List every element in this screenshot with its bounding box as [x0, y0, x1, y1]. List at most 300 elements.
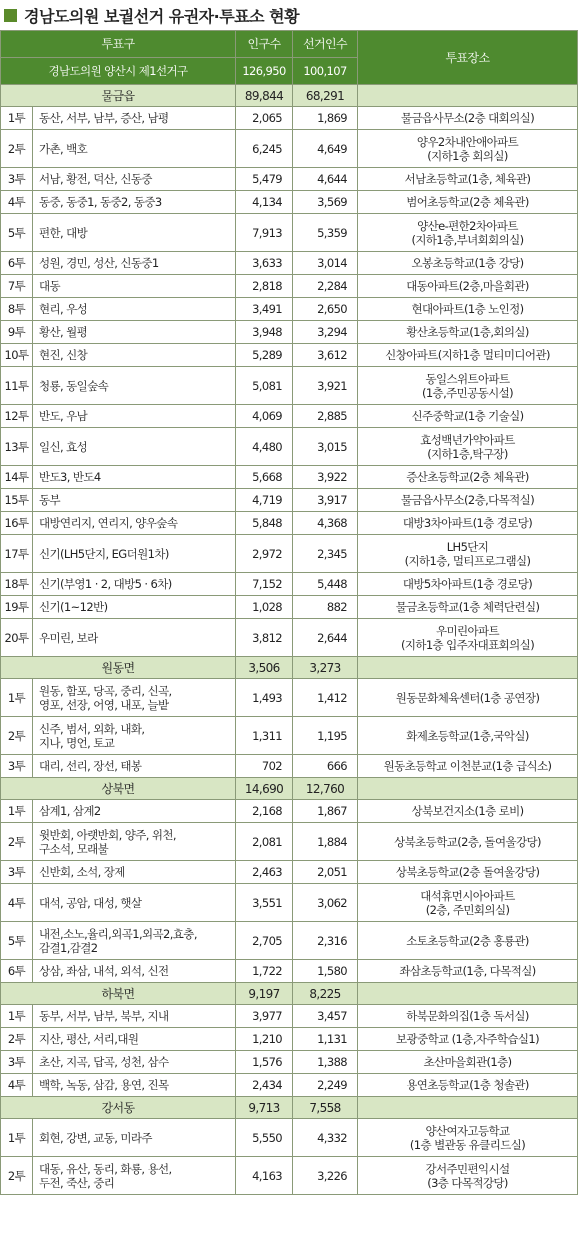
- row-number: 13투: [1, 428, 33, 466]
- row-voters: 3,921: [293, 367, 358, 405]
- area-line: 동부: [39, 493, 61, 507]
- area-line: 영포, 선장, 어영, 내포, 늘밭: [39, 697, 169, 712]
- area-line: 현진, 신창: [39, 348, 88, 362]
- group-name: 하북면: [1, 983, 236, 1005]
- place-line: 동일스위트아파트: [425, 371, 510, 386]
- row-voters: 1,867: [293, 800, 358, 823]
- area-line: 반도, 우남: [39, 409, 88, 423]
- row-areas: [33, 512, 236, 535]
- group-name: 물금읍: [1, 85, 236, 107]
- area-line: 지산, 평산, 서리,대원: [39, 1032, 139, 1046]
- row-areas: [33, 344, 236, 367]
- group-population: 9,197: [236, 983, 293, 1005]
- place-line: 대방5차아파트(1층 경로당): [402, 577, 533, 591]
- table-row: [1, 168, 578, 191]
- area-line: 신기(LH5단지, EG더원1차): [39, 546, 169, 561]
- area-line: 대동: [39, 279, 61, 293]
- row-population: 1,722: [236, 960, 293, 983]
- place-line: (1층,주민공동시설): [421, 385, 514, 400]
- row-voters: 2,650: [293, 298, 358, 321]
- row-voters: 3,917: [293, 489, 358, 512]
- table-row: [1, 922, 578, 960]
- table-row: [1, 884, 578, 922]
- row-place: [358, 428, 578, 466]
- place-line: 강서주민편익시설: [425, 1161, 510, 1176]
- row-areas: [33, 823, 236, 861]
- place-line: 물금초등학교(1층 체력단련실): [395, 600, 540, 614]
- table-row: [1, 298, 578, 321]
- place-line: 소토초등학교(2층 홍룡관): [406, 933, 529, 948]
- row-voters: 2,345: [293, 535, 358, 573]
- table-row: [1, 214, 578, 252]
- total-voters: 100,107: [293, 58, 358, 85]
- row-population: 5,550: [236, 1119, 293, 1157]
- row-number: 9투: [1, 321, 33, 344]
- table-row: [1, 321, 578, 344]
- title-square-icon: [4, 9, 17, 22]
- row-number: 12투: [1, 405, 33, 428]
- row-areas: [33, 960, 236, 983]
- group-population: 3,506: [236, 657, 293, 679]
- row-voters: 3,612: [293, 344, 358, 367]
- place-line: 서남초등학교(1층, 체육관): [404, 172, 531, 186]
- table-row: [1, 367, 578, 405]
- row-number: 1투: [1, 679, 33, 717]
- row-voters: 1,195: [293, 717, 358, 755]
- table-row: [1, 191, 578, 214]
- row-voters: 3,015: [293, 428, 358, 466]
- area-line: 동중, 동중1, 동중2, 동중3: [39, 195, 162, 209]
- row-areas: [33, 755, 236, 778]
- group-row: [1, 657, 578, 679]
- row-areas: [33, 214, 236, 252]
- row-population: 7,152: [236, 573, 293, 596]
- place-line: 증산초등학교(2층 체육관): [406, 470, 529, 484]
- table-row: [1, 1119, 578, 1157]
- group-place-empty: [358, 1097, 578, 1119]
- row-voters: 3,062: [293, 884, 358, 922]
- row-place: [358, 489, 578, 512]
- row-number: 3투: [1, 168, 33, 191]
- row-voters: 4,644: [293, 168, 358, 191]
- row-areas: [33, 1074, 236, 1097]
- row-number: 2투: [1, 1028, 33, 1051]
- row-number: 1투: [1, 800, 33, 823]
- row-place: [358, 191, 578, 214]
- table-row: [1, 275, 578, 298]
- row-number: 3투: [1, 861, 33, 884]
- row-areas: [33, 466, 236, 489]
- table-row: [1, 960, 578, 983]
- row-place: [358, 755, 578, 778]
- row-population: 4,069: [236, 405, 293, 428]
- row-areas: [33, 489, 236, 512]
- page-title: 경남도의원 보궐선거 유권자·투표소 현황: [24, 6, 300, 26]
- row-voters: 3,922: [293, 466, 358, 489]
- area-line: 일신, 효성: [39, 439, 88, 454]
- row-place: [358, 679, 578, 717]
- row-population: 1,493: [236, 679, 293, 717]
- row-population: 2,705: [236, 922, 293, 960]
- row-number: 10투: [1, 344, 33, 367]
- area-line: 지나, 명언, 토교: [39, 735, 115, 750]
- row-areas: [33, 428, 236, 466]
- row-place: [358, 800, 578, 823]
- row-voters: 2,885: [293, 405, 358, 428]
- row-areas: [33, 130, 236, 168]
- table-row: [1, 596, 578, 619]
- row-number: 17투: [1, 535, 33, 573]
- row-population: 2,818: [236, 275, 293, 298]
- row-areas: [33, 596, 236, 619]
- row-place: [358, 214, 578, 252]
- place-line: 초산마을회관(1층): [423, 1055, 512, 1069]
- row-place: [358, 512, 578, 535]
- area-line: 백학, 녹동, 삼감, 용연, 진목: [39, 1078, 169, 1092]
- row-place: [358, 619, 578, 657]
- group-place-empty: [358, 85, 578, 107]
- place-line: 용연초등학교(1층 청솔관): [406, 1078, 529, 1092]
- row-number: 2투: [1, 823, 33, 861]
- row-areas: [33, 1028, 236, 1051]
- row-number: 3투: [1, 1051, 33, 1074]
- group-row: [1, 85, 578, 107]
- row-population: 5,289: [236, 344, 293, 367]
- area-line: 윗반회, 아랫반회, 양주, 위천,: [39, 827, 176, 842]
- row-areas: [33, 922, 236, 960]
- row-areas: [33, 367, 236, 405]
- table-row: [1, 755, 578, 778]
- table-row: [1, 1051, 578, 1074]
- row-place: [358, 1074, 578, 1097]
- row-place: [358, 1051, 578, 1074]
- row-voters: 3,294: [293, 321, 358, 344]
- place-line: 대석휴먼시아아파트: [420, 888, 515, 903]
- table-row: [1, 252, 578, 275]
- area-line: 대석, 공암, 대성, 햇살: [39, 895, 142, 910]
- row-number: 1투: [1, 1005, 33, 1028]
- row-population: 4,719: [236, 489, 293, 512]
- place-line: 상북초등학교(2층 돌여울강당): [395, 865, 540, 879]
- row-areas: [33, 298, 236, 321]
- row-voters: 2,316: [293, 922, 358, 960]
- place-line: 상북보건지소(1층 로비): [411, 804, 524, 818]
- row-areas: [33, 1051, 236, 1074]
- row-areas: [33, 535, 236, 573]
- row-areas: [33, 275, 236, 298]
- row-voters: 3,226: [293, 1157, 358, 1195]
- row-number: 2투: [1, 130, 33, 168]
- place-line: 신주중학교(1층 기술실): [411, 409, 524, 423]
- row-areas: [33, 861, 236, 884]
- table-row: [1, 800, 578, 823]
- row-number: 1투: [1, 107, 33, 130]
- row-population: 2,168: [236, 800, 293, 823]
- place-line: 양산e-편한2차아파트: [417, 218, 518, 233]
- row-population: 2,463: [236, 861, 293, 884]
- row-place: [358, 717, 578, 755]
- row-place: [358, 922, 578, 960]
- row-areas: [33, 107, 236, 130]
- row-number: 4투: [1, 191, 33, 214]
- group-place-empty: [358, 657, 578, 679]
- area-line: 우미린, 보라: [39, 630, 98, 645]
- row-population: 2,434: [236, 1074, 293, 1097]
- area-line: 가촌, 백호: [39, 141, 88, 156]
- group-name: 강서동: [1, 1097, 236, 1119]
- row-voters: 1,131: [293, 1028, 358, 1051]
- row-population: 1,576: [236, 1051, 293, 1074]
- place-line: 황산초등학교(1층,회의실): [406, 325, 529, 339]
- place-line: (지하1층,부녀회회의실): [411, 232, 524, 247]
- row-voters: 2,284: [293, 275, 358, 298]
- row-areas: [33, 679, 236, 717]
- row-place: [358, 298, 578, 321]
- area-line: 신반회, 소석, 장제: [39, 865, 125, 879]
- table-row: [1, 405, 578, 428]
- row-voters: 3,569: [293, 191, 358, 214]
- table-row: [1, 107, 578, 130]
- row-areas: [33, 168, 236, 191]
- place-line: 보광중학교 (1층,자주학습실1): [396, 1032, 539, 1046]
- group-row: [1, 778, 578, 800]
- table-row: [1, 512, 578, 535]
- place-line: 현대아파트(1층 노인정): [411, 302, 524, 316]
- row-number: 14투: [1, 466, 33, 489]
- row-number: 3투: [1, 755, 33, 778]
- row-population: 2,081: [236, 823, 293, 861]
- group-voters: 8,225: [293, 983, 358, 1005]
- area-line: 구소석, 모래불: [39, 841, 109, 856]
- row-place: [358, 823, 578, 861]
- table-row: [1, 1157, 578, 1195]
- area-line: 신주, 범서, 외화, 내화,: [39, 721, 145, 736]
- table-row: [1, 679, 578, 717]
- area-line: 삼계1, 삼계2: [39, 804, 101, 818]
- place-line: (지하1층, 멀티프로그램실): [404, 553, 531, 568]
- row-place: [358, 861, 578, 884]
- row-voters: 4,332: [293, 1119, 358, 1157]
- row-population: 1,210: [236, 1028, 293, 1051]
- row-voters: 2,249: [293, 1074, 358, 1097]
- area-line: 동산, 서부, 남부, 증산, 남평: [39, 111, 169, 125]
- place-line: 양우2차내안애아파트: [416, 134, 519, 149]
- row-voters: 1,580: [293, 960, 358, 983]
- table-row: [1, 717, 578, 755]
- row-place: [358, 405, 578, 428]
- row-number: 2투: [1, 1157, 33, 1195]
- place-line: 좌삼초등학교(1층, 다목적실): [399, 964, 536, 978]
- place-line: 오봉초등학교(1층 강당): [411, 256, 524, 270]
- group-row: [1, 1097, 578, 1119]
- row-number: 7투: [1, 275, 33, 298]
- row-number: 1투: [1, 1119, 33, 1157]
- place-line: (1층 별관동 유클리드실): [409, 1137, 526, 1152]
- row-areas: [33, 1005, 236, 1028]
- group-voters: 68,291: [293, 85, 358, 107]
- row-number: 2투: [1, 717, 33, 755]
- header-row: [1, 31, 578, 58]
- area-line: 감결1,감결2: [39, 940, 98, 955]
- row-number: 15투: [1, 489, 33, 512]
- place-line: 하북문화의집(1층 독서실): [406, 1009, 529, 1023]
- row-place: [358, 275, 578, 298]
- row-number: 4투: [1, 884, 33, 922]
- row-population: 4,163: [236, 1157, 293, 1195]
- row-population: 5,668: [236, 466, 293, 489]
- place-line: (2층, 주민회의실): [425, 902, 510, 917]
- row-voters: 2,644: [293, 619, 358, 657]
- row-areas: [33, 800, 236, 823]
- header-district: 투표구: [1, 31, 236, 58]
- place-line: 대동아파트(2층,마을회관): [406, 279, 529, 293]
- group-row: [1, 983, 578, 1005]
- row-areas: [33, 619, 236, 657]
- row-number: 4투: [1, 1074, 33, 1097]
- place-line: 상북초등학교(2층, 돌여울강당): [394, 834, 541, 849]
- table-row: [1, 1028, 578, 1051]
- area-line: 신기(부영1 · 2, 대방5 · 6차): [39, 577, 172, 591]
- row-population: 3,633: [236, 252, 293, 275]
- area-line: 대동, 유산, 동리, 화룡, 용선,: [39, 1161, 172, 1176]
- row-place: [358, 130, 578, 168]
- area-line: 상삼, 좌삼, 내석, 외석, 신전: [39, 964, 169, 978]
- group-population: 9,713: [236, 1097, 293, 1119]
- group-voters: 3,273: [293, 657, 358, 679]
- group-population: 89,844: [236, 85, 293, 107]
- table-row: [1, 130, 578, 168]
- row-place: [358, 168, 578, 191]
- row-number: 18투: [1, 573, 33, 596]
- row-areas: [33, 1157, 236, 1195]
- area-line: 대리, 선리, 장선, 태봉: [39, 759, 142, 773]
- row-population: 3,812: [236, 619, 293, 657]
- place-line: (지하1층,탁구장): [427, 446, 508, 461]
- row-population: 4,134: [236, 191, 293, 214]
- row-population: 7,913: [236, 214, 293, 252]
- place-line: (3층 다목적강당): [427, 1175, 508, 1190]
- row-population: 1,311: [236, 717, 293, 755]
- header-voters: 선거인수: [293, 31, 358, 58]
- table-row: [1, 1074, 578, 1097]
- row-place: [358, 1028, 578, 1051]
- row-areas: [33, 717, 236, 755]
- place-line: 범어초등학교(2층 체육관): [406, 195, 529, 209]
- area-line: 편한, 대방: [39, 225, 88, 240]
- row-number: 6투: [1, 252, 33, 275]
- group-name: 상북면: [1, 778, 236, 800]
- row-areas: [33, 884, 236, 922]
- group-place-empty: [358, 778, 578, 800]
- area-line: 현리, 우성: [39, 302, 88, 316]
- group-place-empty: [358, 983, 578, 1005]
- row-areas: [33, 1119, 236, 1157]
- row-population: 3,551: [236, 884, 293, 922]
- row-number: 16투: [1, 512, 33, 535]
- row-number: 20투: [1, 619, 33, 657]
- place-line: LH5단지: [446, 539, 489, 554]
- row-areas: [33, 191, 236, 214]
- row-voters: 1,412: [293, 679, 358, 717]
- group-population: 14,690: [236, 778, 293, 800]
- place-line: 원동문화체육센터(1층 공연장): [395, 690, 540, 705]
- place-line: 우미린아파트: [435, 623, 500, 638]
- row-place: [358, 1157, 578, 1195]
- row-number: 5투: [1, 922, 33, 960]
- row-voters: 666: [293, 755, 358, 778]
- area-line: 성원, 경민, 성산, 신동중1: [39, 256, 159, 270]
- area-line: 초산, 지곡, 답곡, 성천, 삼수: [39, 1055, 169, 1069]
- area-line: 원동, 함포, 당곡, 중리, 신곡,: [39, 683, 172, 698]
- row-population: 3,977: [236, 1005, 293, 1028]
- row-population: 1,028: [236, 596, 293, 619]
- table-row: [1, 428, 578, 466]
- total-population: 126,950: [236, 58, 293, 85]
- row-place: [358, 1119, 578, 1157]
- place-line: 신창아파트(지하1층 멀티미디어관): [385, 348, 550, 362]
- row-voters: 4,368: [293, 512, 358, 535]
- place-line: 대방3차아파트(1층 경로당): [402, 516, 533, 530]
- row-population: 2,065: [236, 107, 293, 130]
- table-row: [1, 535, 578, 573]
- page-title-bar: [0, 0, 580, 30]
- table-row: [1, 619, 578, 657]
- place-line: 양산여자고등학교: [425, 1123, 510, 1138]
- table-row: [1, 1005, 578, 1028]
- row-place: [358, 367, 578, 405]
- group-voters: 12,760: [293, 778, 358, 800]
- row-place: [358, 535, 578, 573]
- row-number: 11투: [1, 367, 33, 405]
- row-population: 6,245: [236, 130, 293, 168]
- row-voters: 882: [293, 596, 358, 619]
- row-number: 5투: [1, 214, 33, 252]
- row-population: 4,480: [236, 428, 293, 466]
- table-row: [1, 466, 578, 489]
- row-place: [358, 884, 578, 922]
- table-row: [1, 489, 578, 512]
- place-line: 원동초등학교 이천분교(1층 급식소): [383, 759, 552, 773]
- header-population: 인구수: [236, 31, 293, 58]
- row-voters: 3,457: [293, 1005, 358, 1028]
- row-place: [358, 573, 578, 596]
- place-line: 물금읍사무소(2층,다목적실): [400, 493, 535, 507]
- row-population: 702: [236, 755, 293, 778]
- area-line: 황산, 월평: [39, 325, 88, 339]
- row-number: 8투: [1, 298, 33, 321]
- row-population: 5,081: [236, 367, 293, 405]
- row-areas: [33, 405, 236, 428]
- row-voters: 5,448: [293, 573, 358, 596]
- area-line: 회현, 강변, 교동, 미라주: [39, 1130, 152, 1145]
- area-line: 두전, 죽산, 중리: [39, 1175, 115, 1190]
- area-line: 신기(1~12반): [39, 600, 108, 614]
- table-row: [1, 573, 578, 596]
- area-line: 청룡, 동일숲속: [39, 378, 109, 393]
- row-population: 3,491: [236, 298, 293, 321]
- row-place: [358, 596, 578, 619]
- area-line: 대방연리지, 연리지, 양우숲속: [39, 516, 178, 530]
- row-place: [358, 344, 578, 367]
- place-line: 효성백년가약아파트: [420, 432, 515, 447]
- polling-table: [0, 30, 578, 1195]
- row-population: 3,948: [236, 321, 293, 344]
- row-place: [358, 321, 578, 344]
- row-population: 2,972: [236, 535, 293, 573]
- row-voters: 1,388: [293, 1051, 358, 1074]
- polling-table-body: [1, 31, 578, 1195]
- row-population: 5,479: [236, 168, 293, 191]
